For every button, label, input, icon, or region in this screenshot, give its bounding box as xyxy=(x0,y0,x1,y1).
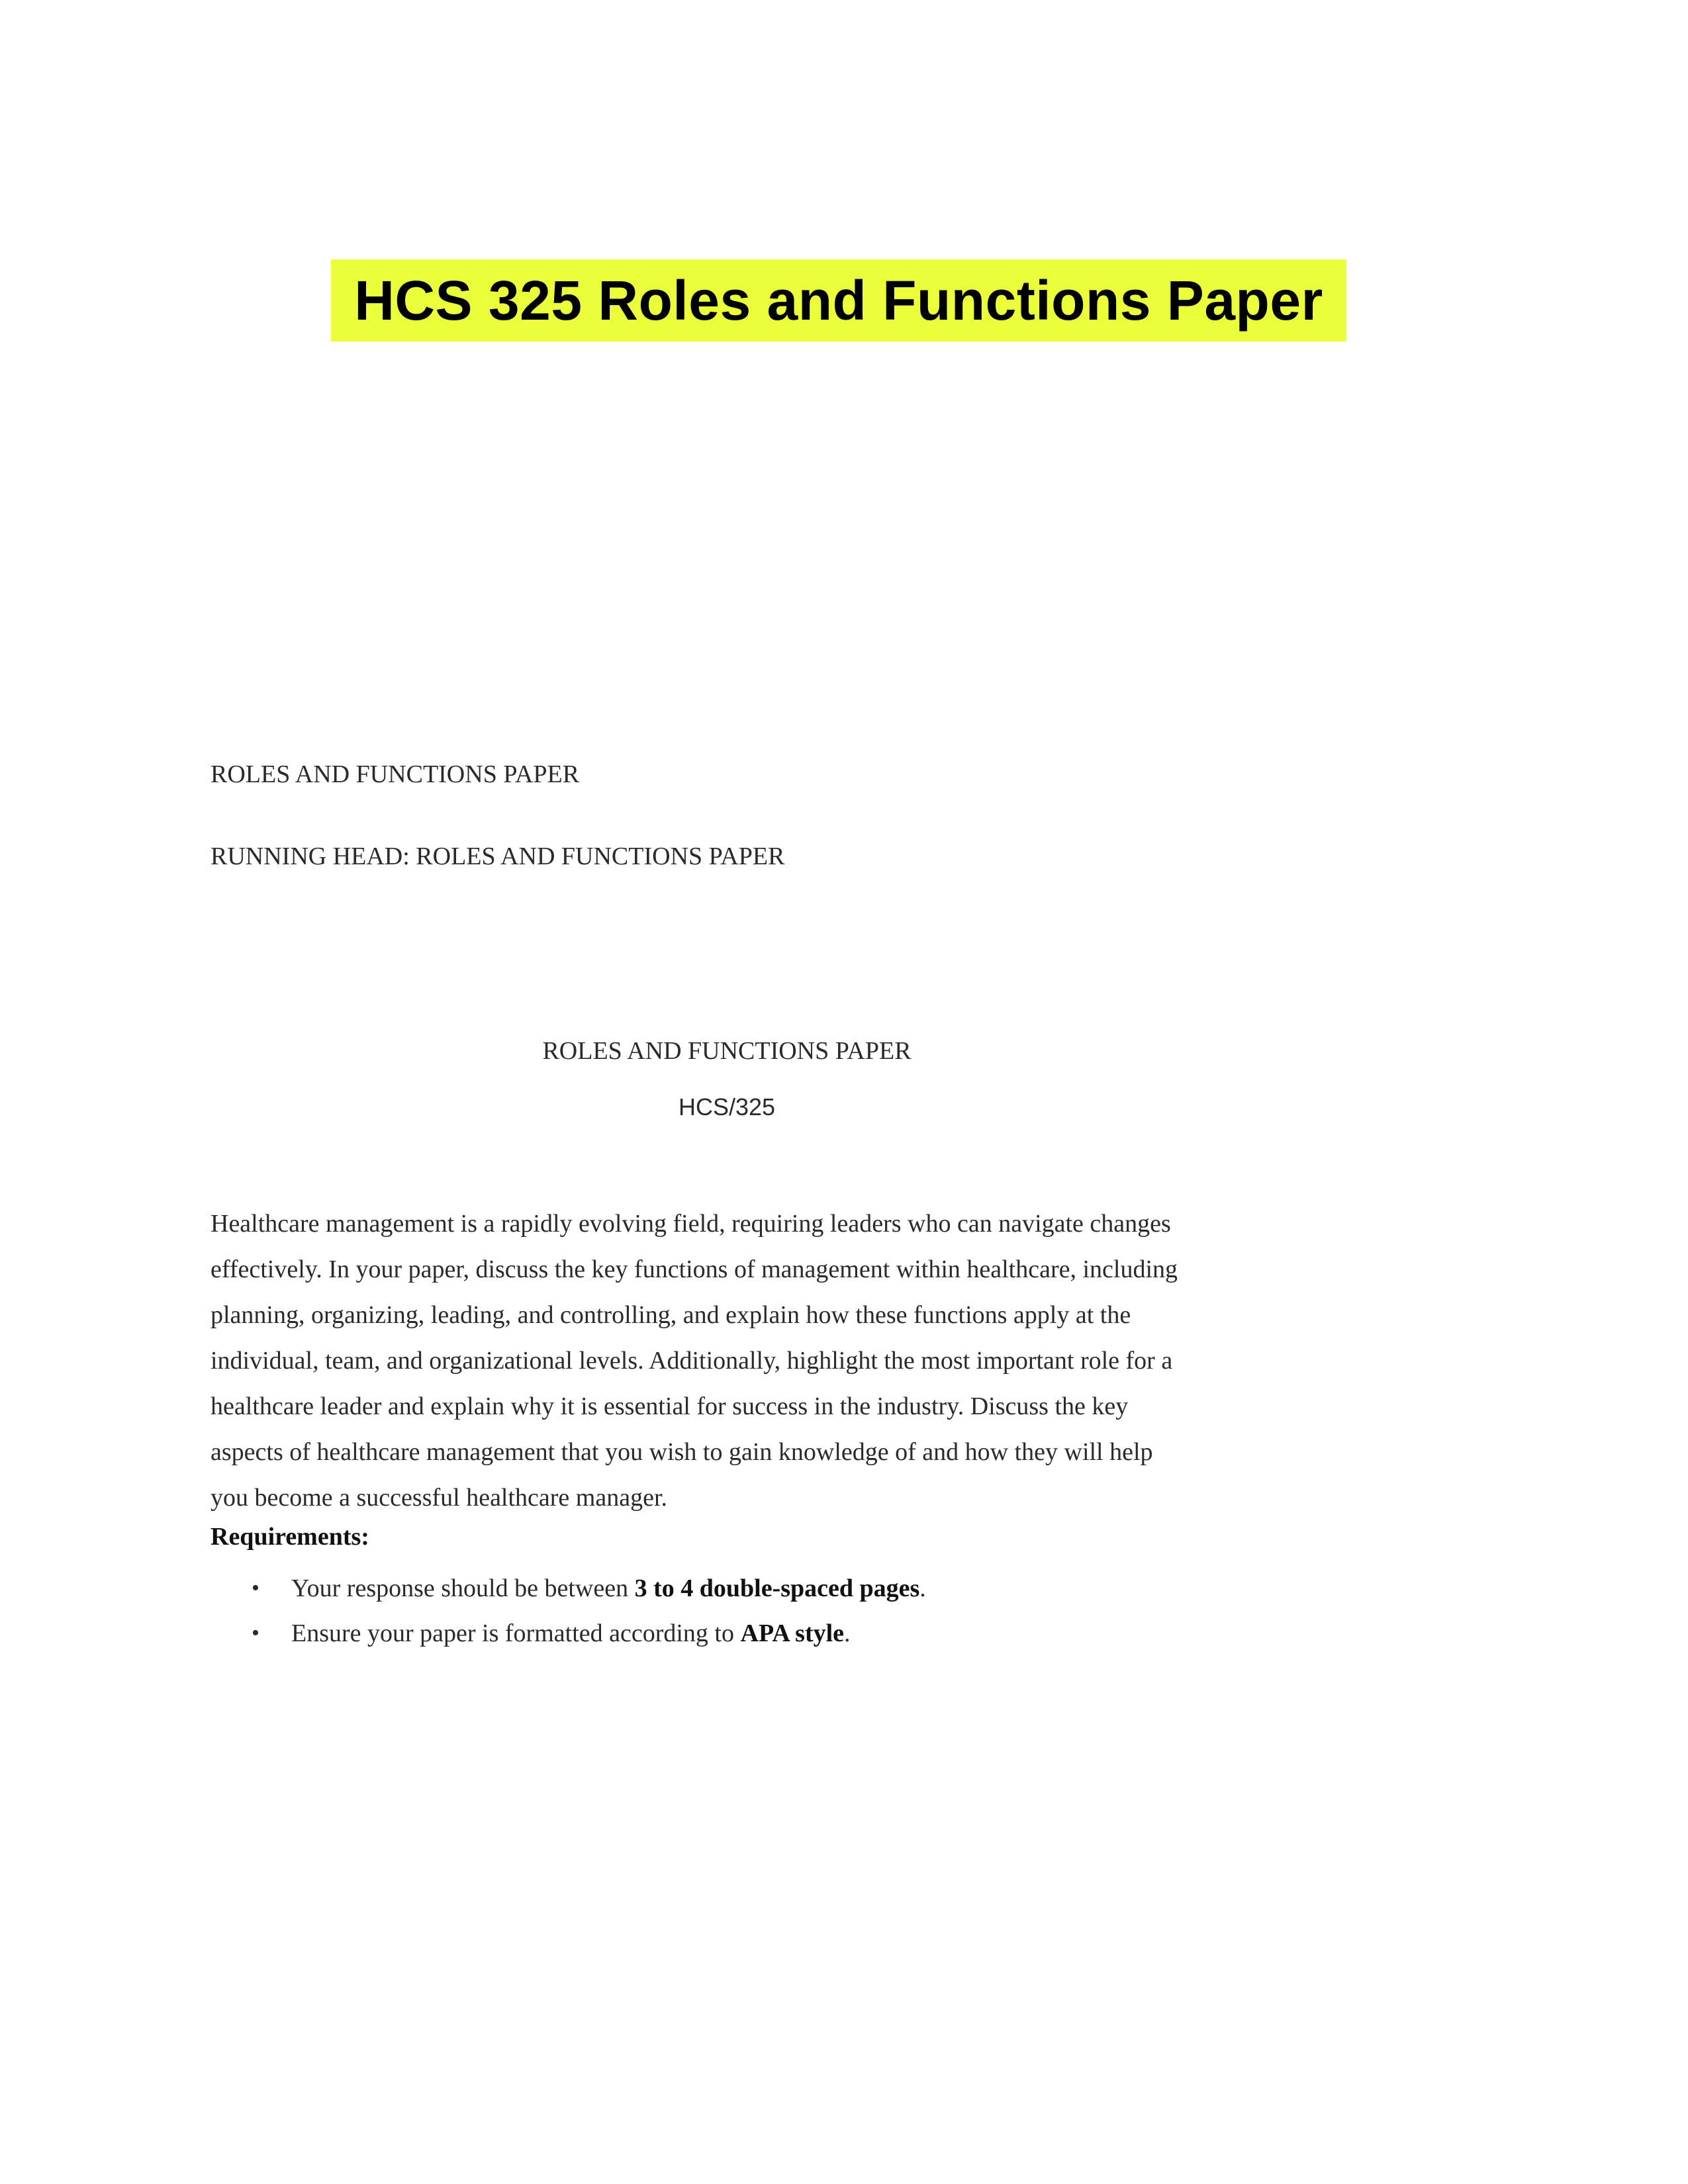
body-line: effectively. In your paper, discuss the key functions of management within healthcare, including xyxy=(211,1255,1178,1283)
requirement-text: Your response should be between xyxy=(291,1574,635,1602)
body-line: planning, organizing, leading, and controlling, and explain how these functions apply at the xyxy=(211,1301,1131,1329)
paper-title: ROLES AND FUNCTIONS PAPER xyxy=(542,1037,912,1065)
bullet-icon: • xyxy=(252,1576,259,1600)
assignment-description xyxy=(211,1201,1256,1521)
banner-title: HCS 325 Roles and Functions Paper xyxy=(354,269,1323,332)
body-line: Healthcare management is a rapidly evolving field, requiring leaders who can navigate changes xyxy=(211,1210,1171,1238)
body-line: you become a successful healthcare manager. xyxy=(211,1484,668,1512)
requirement-suffix: . xyxy=(919,1574,926,1602)
requirement-emphasis: APA style xyxy=(740,1619,845,1647)
requirement-suffix: . xyxy=(844,1619,851,1647)
course-code: HCS/325 xyxy=(678,1093,776,1120)
requirement-emphasis: 3 to 4 double-spaced pages xyxy=(634,1574,920,1602)
page-header: ROLES AND FUNCTIONS PAPER xyxy=(211,760,580,788)
body-line: aspects of healthcare management that you wish to gain knowledge of and how they will help xyxy=(211,1438,1153,1466)
body-line: individual, team, and organizational levels. Additionally, highlight the most important role for a xyxy=(211,1347,1173,1375)
bullet-icon: • xyxy=(252,1621,259,1645)
title-banner xyxy=(331,259,1346,341)
running-head: RUNNING HEAD: ROLES AND FUNCTIONS PAPER xyxy=(211,842,785,870)
body-line: healthcare leader and explain why it is essential for success in the industry. Discuss the key xyxy=(211,1392,1129,1420)
requirement-text: Ensure your paper is formatted according to xyxy=(291,1619,741,1647)
requirements-list xyxy=(211,1566,926,1656)
requirement-item xyxy=(211,1566,926,1611)
requirements-heading: Requirements: xyxy=(211,1523,369,1551)
requirement-item xyxy=(211,1611,926,1656)
